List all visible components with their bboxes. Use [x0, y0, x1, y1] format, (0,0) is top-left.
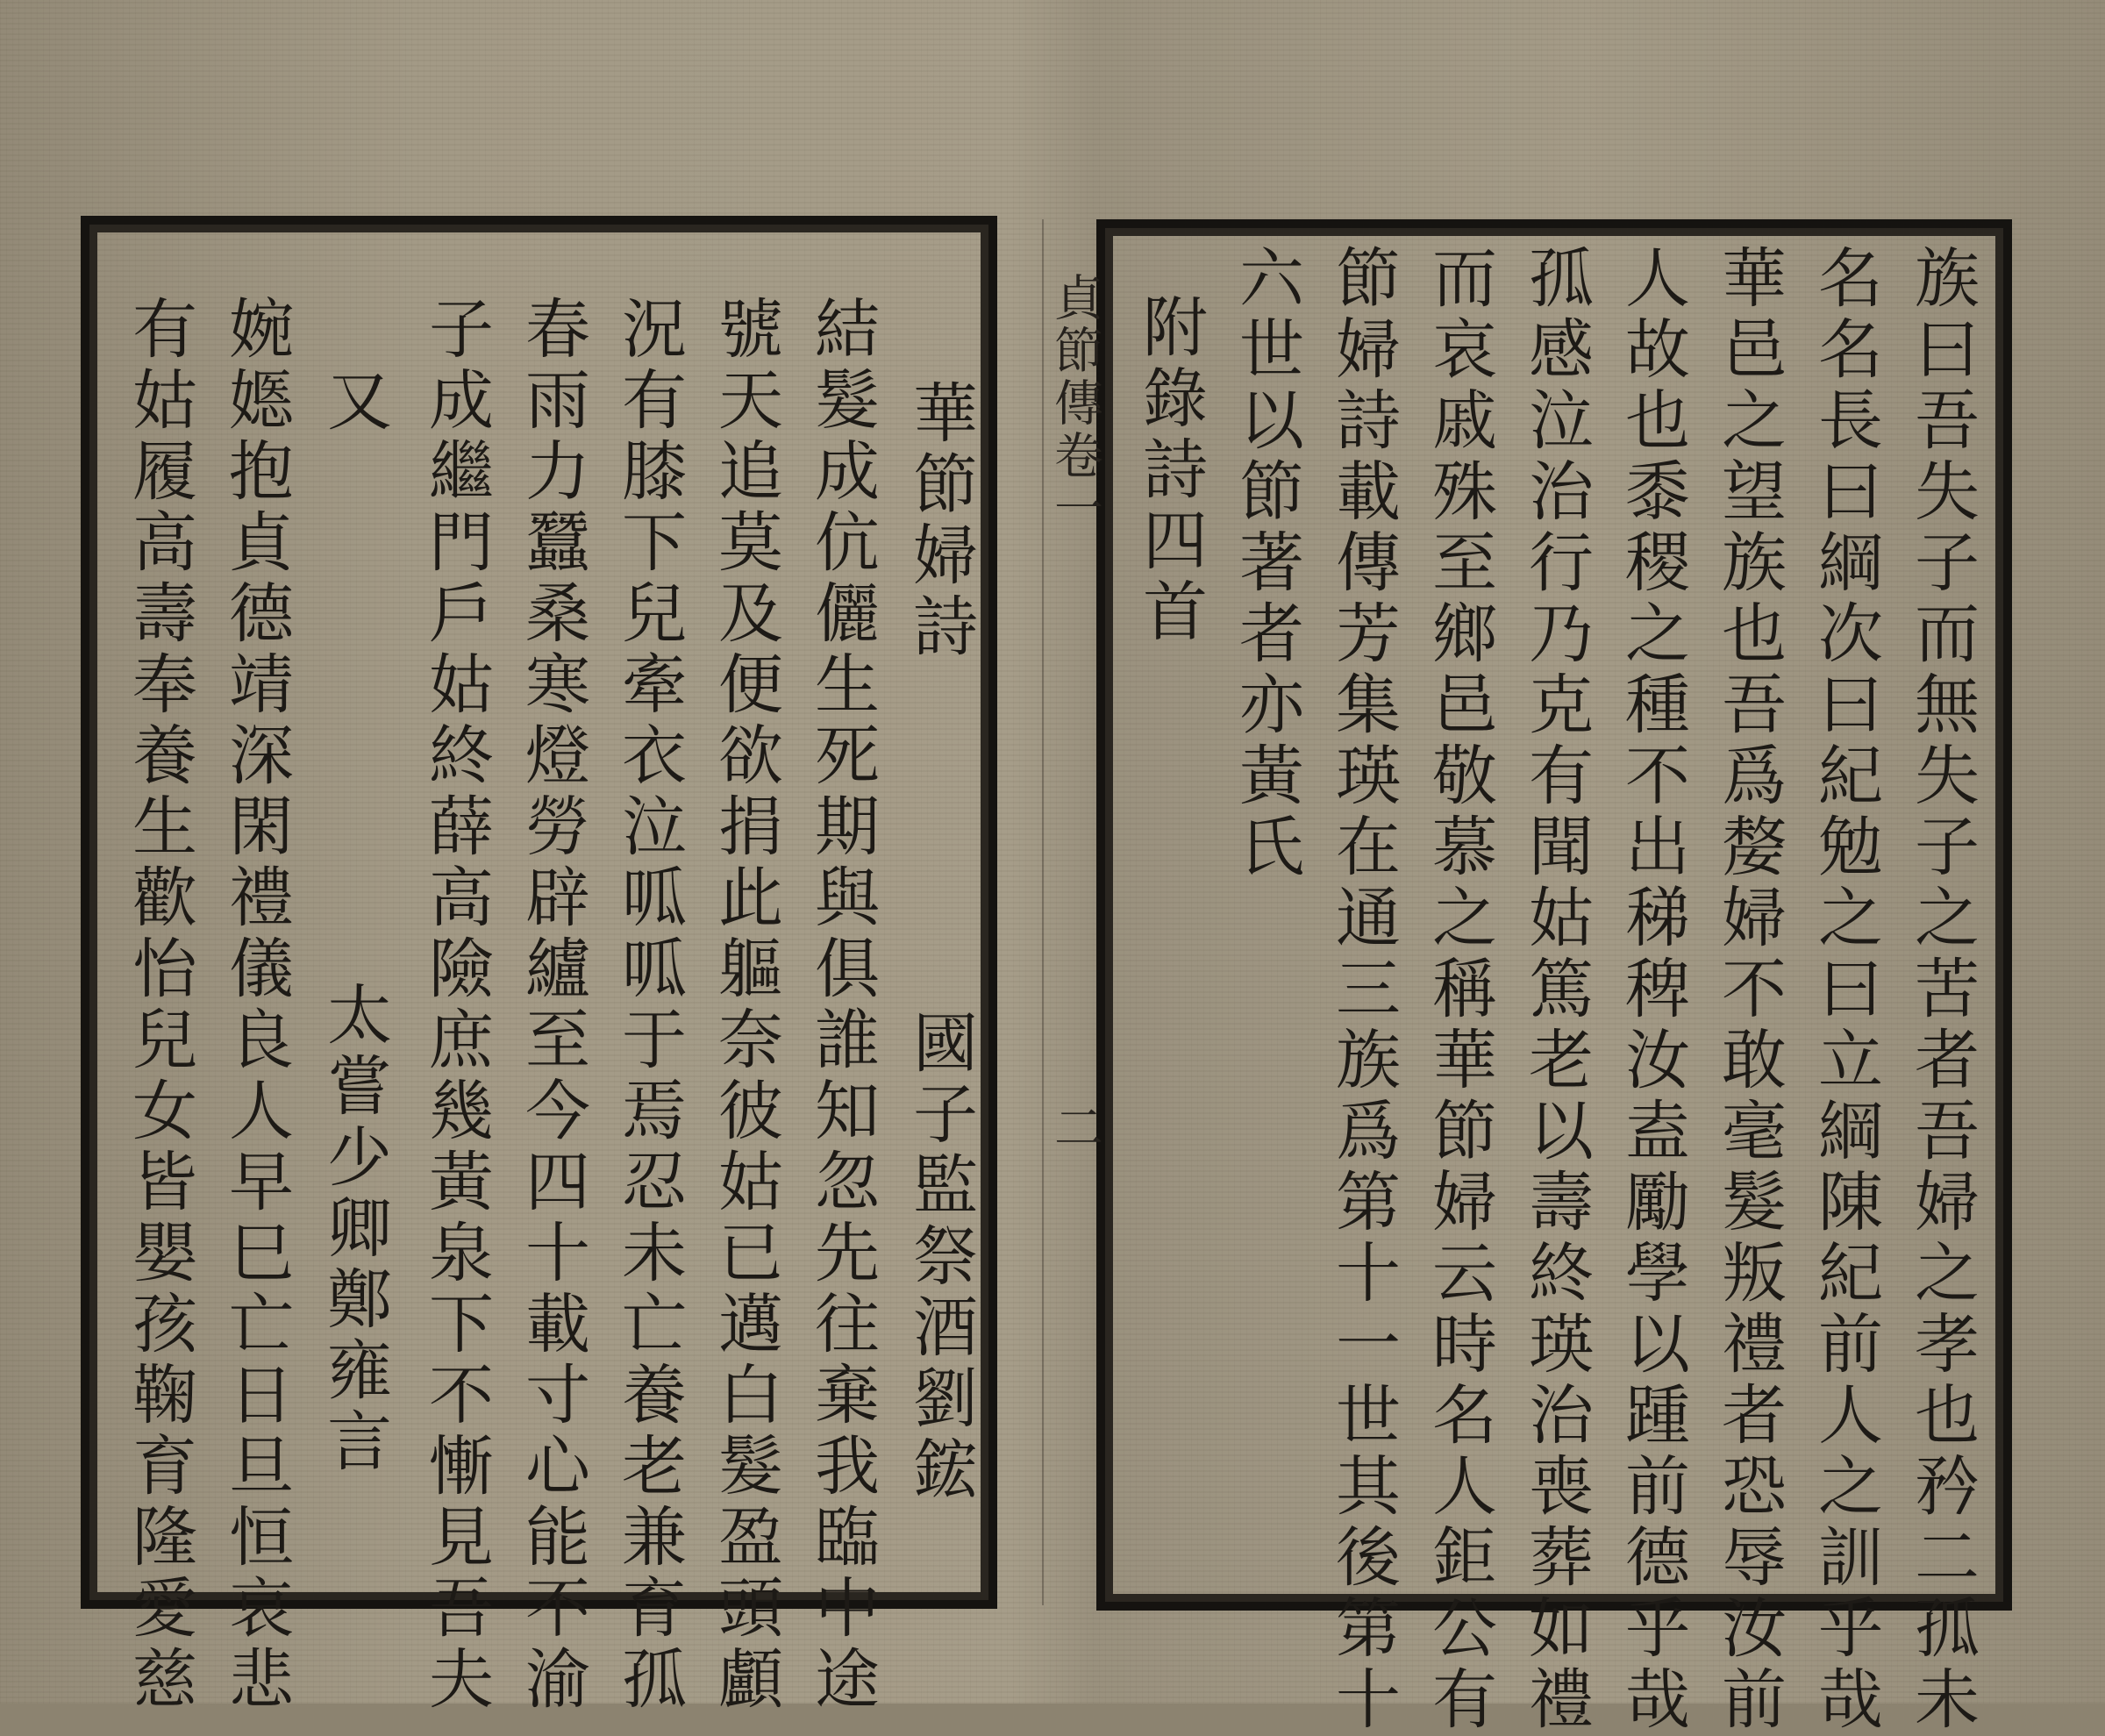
poem2-line-1: 婉嫕抱貞德靖深閑禮儀良人早巳亡日旦恒哀悲: [218, 295, 294, 1716]
poem1-author: 國子監祭酒劉鋐: [903, 1009, 978, 1506]
margin-page-number: 二: [1046, 1102, 1103, 1154]
right-text-column-3: 華邑之望族也吾爲嫠婦不敢毫髮叛禮者恐辱汝前: [1711, 244, 1787, 1736]
right-text-column-1: 族曰吾失子而無失子之苦者吾婦之孝也矜二孤未: [1904, 244, 1980, 1736]
poem1-line-2: 號天追莫及便欲捐此軀奈彼姑已邁白髮盈頭顱: [708, 295, 783, 1716]
poem1-line-1: 結髮成伉儷生死期與俱誰知忽先往棄我臨中途: [804, 295, 880, 1716]
right-text-column-7: 節婦詩載傳芳集瑛在通三族爲第十一世其後第十: [1325, 244, 1401, 1736]
right-text-column-8: 六世以節著者亦黃氏: [1229, 244, 1304, 883]
right-text-column-6: 而哀戚殊至鄉邑敬慕之稱華節婦云時名人鉅公有: [1422, 244, 1497, 1736]
poem2-title: 又: [317, 367, 392, 438]
poem1-line-3: 況有膝下兒牽衣泣呱呱于焉忍未亡養老兼育孤: [611, 295, 687, 1716]
poem1-title: 華節婦詩: [903, 379, 978, 663]
right-text-column-5: 孤感泣治行乃克有聞姑篤老以壽終瑛治喪葬如禮: [1518, 244, 1594, 1736]
right-text-column-9: 附錄詩四首: [1132, 293, 1208, 648]
poem2-line-2: 有姑履高壽奉養生歡怡兒女皆嬰孩鞠育隆愛慈: [122, 295, 197, 1716]
right-text-column-2: 名名長曰綱次曰紀勉之曰立綱陳紀前人之訓乎哉: [1808, 244, 1883, 1736]
poem1-line-4: 春雨力蠶桑寒燈勞辟纑至今四十載寸心能不渝: [515, 295, 590, 1716]
poem2-author: 太嘗少卿鄭雍言: [317, 981, 392, 1478]
margin-title: 貞節傳卷一: [1046, 272, 1103, 535]
poem1-line-5: 子成繼門戶姑終薛高險庶幾黃泉下不慚見吾夫: [418, 295, 494, 1716]
right-text-column-4: 人故也黍稷之種不出稊稗汝盍勵學以踵前德乎哉: [1615, 244, 1690, 1736]
